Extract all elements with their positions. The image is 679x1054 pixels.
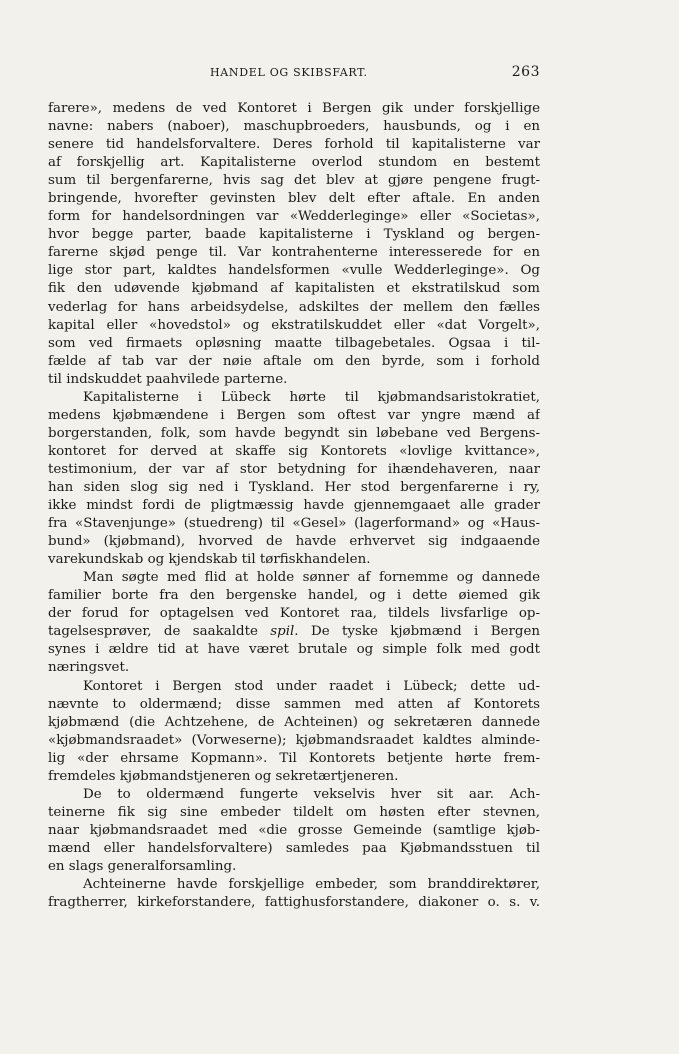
text-line: familier borte fra den bergenske handel, og i dette øiemed gik (48, 588, 540, 604)
text-line: naar kjøbmandsraadet med «die grosse Gemeinde (samtlige kjøb- (48, 822, 540, 838)
body-text (48, 100, 540, 912)
text-line: af forskjellig art. Kapitalisterne overlod stundom en bestemt (48, 155, 540, 171)
text-line: lige stor part, kaldtes handelsformen «vulle Wedderleginge». Og (48, 263, 540, 279)
text-line: teinerne fik sig sine embeder tildelt om høsten efter stevnen, (48, 804, 540, 820)
text-line: fra «Stavenjunge» (stuedreng) til «Gesel» (lagerformand» og «Haus- (48, 516, 540, 532)
text-line: kjøbmænd (die Achtzehene, de Achteinen) og sekretæren dannede (48, 714, 540, 730)
text-line: kontoret for derved at skaffe sig Kontorets «lovlige kvittance», (48, 443, 540, 459)
text-line: vederlag for hans arbeidsydelse, adskiltes der mellem den fælles (48, 299, 540, 315)
text-line: som ved firmaets opløsning maatte tilbagebetales. Ogsaa i til- (48, 335, 540, 351)
text-line: der forud for optagelsen ved Kontoret raa, tildels livsfarlige op- (48, 606, 540, 622)
text-line: Kontoret i Bergen stod under raadet i Lübeck; dette ud- (83, 678, 540, 694)
text-line: De to oldermænd fungerte vekselvis hver sit aar. Ach- (83, 786, 540, 802)
text-line: bringende, hvorefter gevinsten blev delt efter aftale. En anden (48, 191, 540, 207)
text-line: fragtherrer, kirkeforstandere, fattighusforstandere, diakoner o. s. v. (48, 895, 540, 911)
text-line: farerne skjød penge til. Var kontrahenterne interesserede for en (48, 245, 540, 261)
text-line: kapital eller «hovedstol» og ekstratilskuddet eller «dat Vorgelt», (48, 317, 540, 333)
text-line: navne: nabers (naboer), maschupbroeders, hausbunds, og i en (48, 119, 540, 135)
text-line: varekundskab og kjendskab til tørfiskhandelen. (48, 552, 371, 568)
text-line: hvor begge parter, baade kapitalisterne i Tyskland og bergen- (48, 227, 540, 243)
text-line: Man søgte med flid at holde sønner af fornemme og dannede (83, 570, 540, 586)
text-line: nævnte to oldermænd; disse sammen med atten af Kontorets (48, 696, 540, 712)
running-head: HANDEL OG SKIBSFART. (210, 66, 368, 79)
text-line: tagelsesprøver, de saakaldte spil. De tyske kjøbmænd i Bergen (48, 624, 540, 640)
text-line: senere tid handelsforvaltere. Deres forhold til kapitalisterne var (48, 137, 540, 153)
text-line: sum til bergenfarerne, hvis sag det blev at gjøre pengene frugt- (48, 173, 540, 189)
text-line: farere», medens de ved Kontoret i Bergen gik under forskjellige (48, 101, 540, 116)
text-line: lig «der ehrsame Kopmann». Til Kontorets betjente hørte frem- (48, 750, 540, 766)
text-line: næringsvet. (48, 660, 130, 676)
text-line: fælde af tab var der nøie aftale om den byrde, som i forhold (48, 353, 540, 369)
text-line: han siden slog sig ned i Tyskland. Her stod bergenfarerne i ry, (48, 479, 540, 495)
text-line: testimonium, der var af stor betydning for ihændehaveren, naar (48, 461, 540, 477)
text-line: fik den udøvende kjøbmand af kapitalisten et ekstratilskud som (48, 281, 540, 297)
text-line: borgerstanden, folk, som havde begyndt sin løbebane ved Bergens- (48, 425, 540, 441)
text-line: «kjøbmandsraadet» (Vorweserne); kjøbmandsraadet kaldtes alminde- (48, 732, 540, 748)
text-line: synes i ældre tid at have været brutale og simple folk med godt (48, 642, 540, 658)
text-line: en slags generalforsamling. (48, 858, 237, 874)
text-line: medens kjøbmændene i Bergen som oftest var yngre mænd af (48, 407, 540, 423)
text-line: bund» (kjøbmand), hvorved de havde erhvervet sig indgaaende (48, 534, 540, 550)
text-line: til indskuddet paahvilede parterne. (48, 371, 288, 387)
text-line: Kapitalisterne i Lübeck hørte til kjøbmandsaristokratiet, (83, 389, 540, 405)
text-line: ikke mindst fordi de pligtmæssig havde gjennemgaaet alle grader (48, 498, 540, 514)
text-line: fremdeles kjøbmandstjeneren og sekretærtjeneren. (48, 768, 399, 784)
text-line: mænd eller handelsforvaltere) samledes paa Kjøbmandsstuen til (48, 840, 540, 856)
text-line: form for handelsordningen var «Wedderleginge» eller «Societas», (48, 209, 540, 225)
text-line: Achteinerne havde forskjellige embeder, som branddirektører, (83, 877, 540, 893)
page-header (50, 66, 540, 84)
page-number: 263 (511, 64, 540, 80)
